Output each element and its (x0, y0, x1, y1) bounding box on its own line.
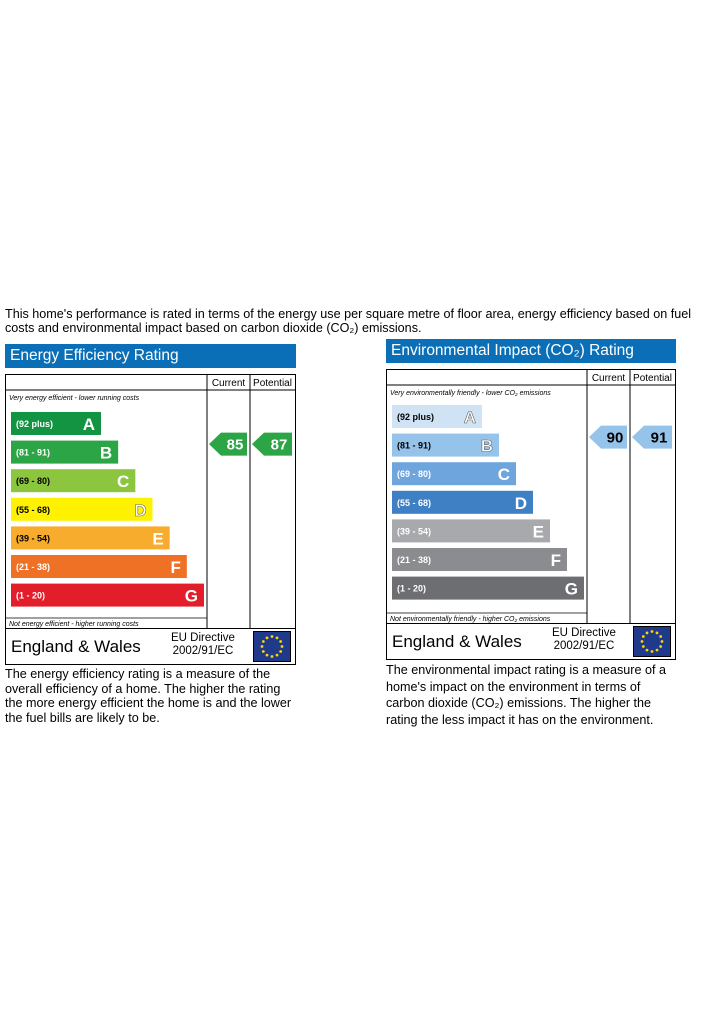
band-f-letter: F (550, 551, 561, 570)
band-b-range: (81 - 91) (397, 440, 432, 451)
band-d-letter: D (134, 500, 147, 520)
eu-star (642, 635, 645, 638)
environmental-impact-description: The environmental impact rating is a measure of a home's impact on the environment in terms of carbon dioxide (CO₂) emissions. The higher the rating the less impact it has on the environment. (386, 663, 666, 727)
band-c-letter: C (117, 472, 130, 492)
band-g-letter: G (184, 586, 198, 606)
potential-rating-value: 87 (270, 436, 288, 454)
environmental-impact-panel (386, 339, 676, 728)
energy-efficiency-footer (5, 629, 296, 665)
eu-star (266, 636, 269, 639)
eu-star (651, 650, 654, 653)
eu-star (659, 645, 662, 648)
band-a-range: (92 plus) (397, 412, 435, 422)
band-g-letter: G (564, 579, 578, 599)
energy-efficiency-title: Energy Efficiency Rating (5, 344, 296, 368)
band-d-range: (55 - 68) (16, 504, 51, 515)
eu-star (659, 635, 662, 638)
eu-directive-label (171, 632, 235, 658)
band-d-letter: D (514, 493, 527, 513)
eu-flag-icon (253, 631, 291, 662)
region-label: England & Wales (11, 637, 141, 656)
eu-star (281, 645, 284, 648)
eu-directive-line1: EU Directive (552, 627, 616, 639)
band-a-range: (92 plus) (16, 419, 54, 429)
region-label: England & Wales (392, 632, 522, 651)
eu-star (276, 636, 279, 639)
eu-star (651, 630, 654, 633)
eu-directive-line2: 2002/91/EC (172, 645, 234, 657)
bottom-caption: Not energy efficient - higher running costs (9, 621, 139, 628)
potential-column-header: Potential (633, 373, 672, 384)
band-b-range: (81 - 91) (16, 447, 51, 458)
eu-star (279, 650, 282, 653)
eu-star (279, 640, 282, 643)
potential-column-header: Potential (253, 378, 292, 389)
eu-star (641, 640, 644, 643)
band-c-letter: C (497, 465, 510, 485)
eu-star (261, 645, 264, 648)
environmental-impact-chart (387, 370, 675, 623)
top-caption: Very environmentally friendly - lower CO₂ emissions (390, 390, 551, 397)
potential-rating-value: 91 (650, 429, 668, 447)
band-f-letter: F (170, 558, 181, 577)
eu-star (271, 635, 274, 638)
band-b-letter: B (99, 443, 113, 463)
current-column-header: Current (591, 373, 626, 384)
band-d-range: (55 - 68) (397, 497, 432, 508)
band-f-range: (21 - 38) (16, 562, 51, 572)
environmental-impact-title: Environmental Impact (CO₂) Rating (386, 339, 676, 363)
energy-efficiency-chart (6, 375, 295, 628)
eu-star (646, 649, 649, 652)
eu-star (262, 640, 265, 643)
eu-star (646, 631, 649, 634)
energy-efficiency-description: The energy efficiency rating is a measure of the overall efficiency of a home. The higher the rating the more energy efficient the home is and the lower the fuel bills are likely to be. (5, 667, 292, 725)
band-e-range: (39 - 54) (16, 533, 51, 544)
band-c-range: (69 - 80) (397, 469, 432, 480)
band-a-letter: A (82, 415, 95, 434)
eu-directive-line1: EU Directive (171, 632, 235, 644)
eu-directive-line2: 2002/91/EC (553, 640, 615, 652)
band-g-range: (1 - 20) (16, 590, 46, 601)
top-caption: Very energy efficient - lower running costs (9, 395, 140, 402)
energy-efficiency-panel (5, 344, 296, 725)
eu-star (661, 640, 664, 643)
current-rating-value: 90 (606, 429, 624, 447)
eu-star (266, 654, 269, 657)
eu-flag-icon (633, 626, 671, 657)
current-column-header: Current (211, 378, 246, 389)
environmental-impact-chart-box (386, 369, 676, 624)
eu-star (271, 655, 274, 658)
current-rating-value: 85 (226, 436, 244, 454)
band-a-letter: A (463, 408, 476, 427)
environmental-impact-footer (386, 624, 676, 660)
eu-star (656, 631, 659, 634)
band-e-range: (39 - 54) (397, 526, 432, 537)
band-c-range: (69 - 80) (16, 476, 51, 487)
band-e-letter: E (532, 522, 544, 542)
eu-directive-label (552, 627, 616, 653)
intro-text: This home's performance is rated in terms of the energy use per square metre of floor area, energy efficiency based on fuel costs and environmental impact based on carbon dioxide (CO₂) emissions. (5, 307, 692, 335)
eu-star (642, 645, 645, 648)
eu-star (656, 649, 659, 652)
band-f-range: (21 - 38) (397, 555, 432, 565)
bottom-caption: Not environmentally friendly - higher CO₂ emissions (390, 616, 551, 623)
band-e-letter: E (152, 529, 164, 549)
band-b-letter: B (480, 436, 493, 456)
eu-star (262, 650, 265, 653)
energy-efficiency-chart-box (5, 374, 296, 629)
eu-star (276, 654, 279, 657)
band-g-range: (1 - 20) (397, 583, 427, 594)
